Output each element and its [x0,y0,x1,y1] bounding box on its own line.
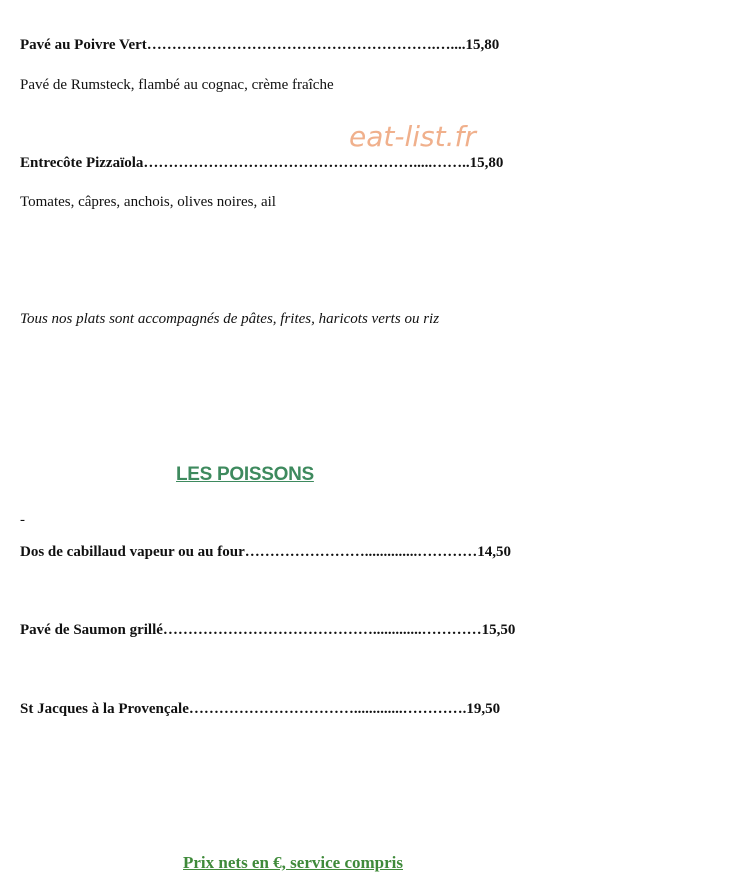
section-title-poissons: LES POISSONS [176,464,314,485]
menu-item-pave-poivre-vert: Pavé au Poivre Vert………………………………………………….…....15,80 [20,37,500,53]
menu-item-pave-de-saumon: Pavé de Saumon grillé…………………………………….............…………15,50 [20,622,516,638]
price-footer: Prix nets en €, service compris [183,853,403,872]
accompaniment-note: Tous nos plats sont accompagnés de pâtes, frites, haricots verts ou riz [20,311,440,327]
watermark: eat-list.fr [349,120,476,153]
menu-item-entrecote-pizzaiola: Entrecôte Pizzaïola……………………………………………….....……..15,80 [20,155,504,171]
menu-item-dos-de-cabillaud: Dos de cabillaud vapeur ou au four……………………..............…………14,50 [20,544,512,560]
dash-marker: - [20,512,25,528]
menu-item-description: Tomates, câpres, anchois, olives noires, ail [20,194,276,210]
menu-item-st-jacques: St Jacques à la Provençale…………………………….............………….19,50 [20,701,501,717]
menu-item-description: Pavé de Rumsteck, flambé au cognac, crème fraîche [20,77,334,93]
